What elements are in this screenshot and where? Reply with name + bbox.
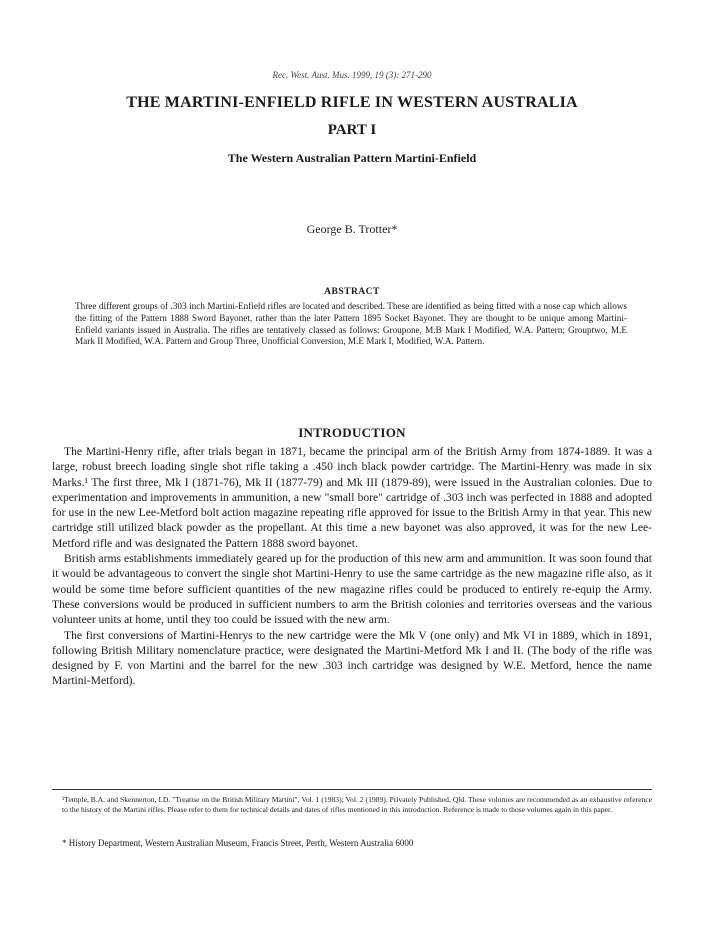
article-subtitle: The Western Australian Pattern Martini-Enfield — [227, 151, 477, 165]
footnote-author-affiliation: * History Department, Western Australian Museum, Francis Street, Perth, Western Australia 6000 — [62, 838, 414, 848]
article-part: PART I — [327, 122, 377, 138]
author-name: George B. Trotter* — [306, 222, 398, 236]
paragraph-2: British arms establishments immediately geared up for the production of this new arm and ammunition. It was soon found that it would be advantageous to convert the single shot Martini-Henry to use the same cartridge as the new magazine rifle also, as it would be some time before sufficient quantities of the new magazine rifles could be produced to entirely re-equip the Army. These conversions would be produced in sufficient numbers to arm the British colonies and territories overseas and the various volunteer units at home, until they too could be issued with the new arm. — [52, 552, 652, 627]
abstract-text: Three different groups of .303 inch Martini-Enfield rifles are located and described. These are identified as being fitted with a nose cap which allows the fitting of the Pattern 1888 Sword Bayonet, rather than the later Pattern 1895 Socket Bayonet. They are thought to be unique among Martini-Enfield variants issued in Australia. The rifles are tentatively classed as follows: Groupone, M.B Mark I Modified, W.A. Pattern; Grouptwo, M.E Mark II Modified, W.A. Pattern and Group Three, Unofficial Conversion, M.E Mark I, Modified, W.A. Pattern. — [75, 301, 627, 347]
introduction-heading: INTRODUCTION — [298, 425, 406, 440]
article-title: THE MARTINI-ENFIELD RIFLE IN WESTERN AUSTRALIA — [126, 94, 578, 111]
abstract-heading: ABSTRACT — [324, 287, 380, 297]
running-head: Rec. West. Aust. Mus. 1999, 19 (3): 271-290 — [272, 70, 432, 80]
introduction-body — [52, 444, 652, 689]
paragraph-1: The Martini-Henry rifle, after trials began in 1871, became the principal arm of the British Army from 1874-1889. It was a large, robust breech loading single shot rifle taking a .450 inch black powder cartridge. The Martini-Henry was made in six Marks.¹ The first three, Mk I (1871-76), Mk II (1877-79) and Mk III (1879-89), were issued in the Australian colonies. Due to experimentation and improvements in ammunition, a new "small bore" cartridge of .303 inch was perfected in 1888 and adopted for use in the new Lee-Metford bolt action magazine repeating rifle approved for issue to the British Army in that year. This new cartridge still utilized black powder as the propellant. At this time a new bayonet was also approved, it was for the new Lee-Metford rifle and was designated the Pattern 1888 sword bayonet. — [52, 445, 652, 550]
footnote-divider — [52, 789, 652, 790]
paragraph-3: The first conversions of Martini-Henrys to the new cartridge were the Mk V (one only) and Mk VI in 1889, which in 1891, following British Military nomenclature practice, were designated the Martini-Metford Mk I and II. (The body of the rifle was designed by F. von Martini and the barrel for the new .303 inch cartridge was designed by W.E. Metford, hence the name Martini-Metford). — [52, 628, 652, 688]
footnote-1: ¹Temple, B.A. and Skennerton, I.D. "Treatise on the British Military Martini", Vol. 1 (1983); Vol. 2 (1989). Privately Published, Qld. These volumes are recommended as an exhaustive reference to the history of the Martini rifles. Please refer to them for technical details and dates of rifles mentioned in this introduction. Reference is made to those volumes again in this paper. — [62, 795, 652, 814]
